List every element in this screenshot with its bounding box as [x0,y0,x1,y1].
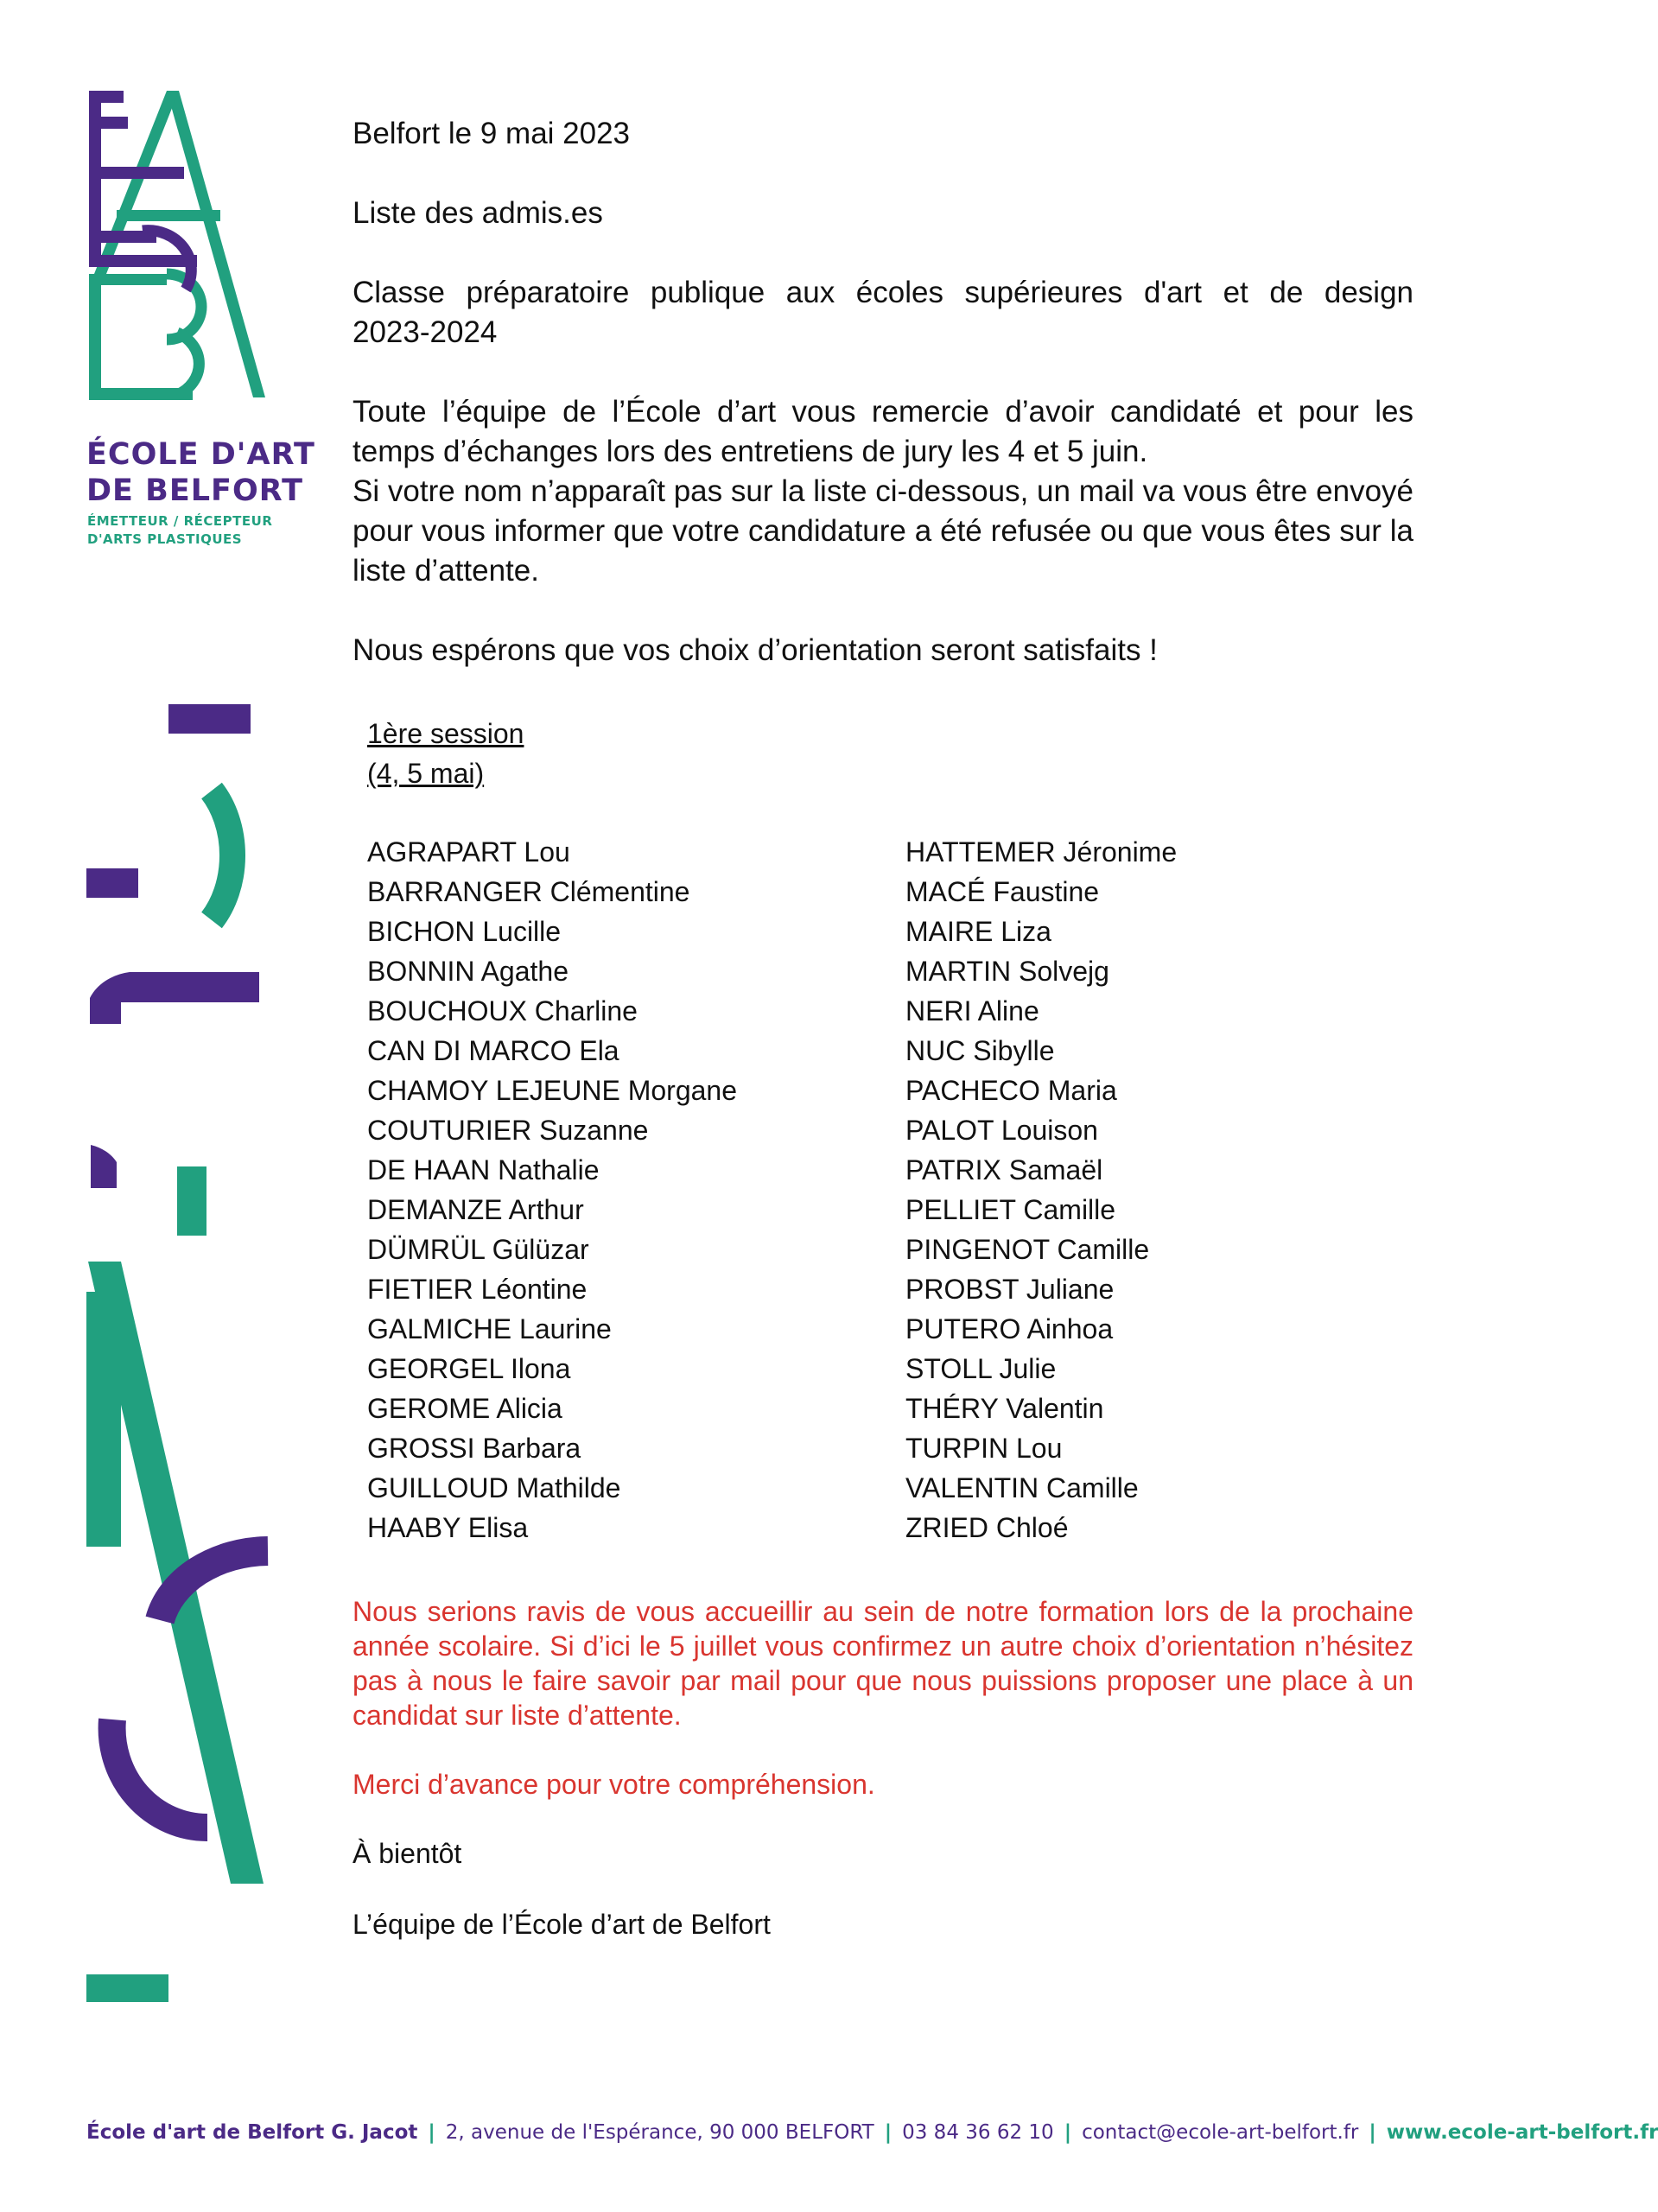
admitted-list-right [905,832,1177,1548]
thanks-paragraph: Toute l’équipe de l’École d’art vous remercie d’avoir candidaté et pour les temps d’échanges lors des entretiens de jury les 4 et 5 juin. [353,395,1413,468]
admitted-name: NUC Sibylle [905,1035,1055,1066]
admitted-name: HATTEMER Jéronime [905,836,1178,868]
admitted-name: BONNIN Agathe [367,956,569,987]
admitted-name: PALOT Louison [905,1115,1098,1146]
school-tagline-line1: ÉMETTEUR / RÉCEPTEUR [87,513,273,529]
footer-address: 2, avenue de l'Espérance, 90 000 BELFORT [445,2121,874,2144]
school-name [86,436,315,509]
admitted-name: CHAMOY LEJEUNE Morgane [367,1075,737,1106]
class-title-line1: Classe préparatoire publique aux écoles supérieures d'art et de design [353,276,1413,309]
admitted-name: STOLL Julie [905,1353,1057,1384]
admitted-name: FIETIER Léontine [367,1274,588,1305]
footer-email[interactable]: contact@ecole-art-belfort.fr [1082,2121,1359,2144]
admitted-name: VALENTIN Camille [905,1472,1139,1503]
class-title [353,273,1413,353]
letter-date: Belfort le 9 mai 2023 [353,117,631,150]
closing-line: À bientôt [353,1838,462,1869]
footer-org: École d'art de Belfort G. Jacot [86,2121,418,2144]
admitted-name: GEROME Alicia [367,1393,562,1424]
admitted-name: PELLIET Camille [905,1194,1116,1225]
admitted-name: GALMICHE Laurine [367,1313,612,1344]
session-dates: (4, 5 mai) [367,758,485,789]
info-paragraph: Si votre nom n’apparaît pas sur la liste ci-dessous, un mail va vous être envoyé pour vous informer que votre candidature a été refusée ou que vous êtes sur la liste d’attente. [353,474,1413,588]
footer-phone: 03 84 36 62 10 [902,2121,1054,2144]
admitted-name: BOUCHOUX Charline [367,995,638,1027]
admitted-name: CAN DI MARCO Ela [367,1035,619,1066]
admitted-name: COUTURIER Suzanne [367,1115,649,1146]
footer-separator: | [1369,2121,1376,2144]
admitted-name: MAIRE Liza [905,916,1051,947]
signature-line: L’équipe de l’École d’art de Belfort [353,1909,771,1940]
class-title-line2: 2023-2024 [353,315,498,349]
admitted-name: PATRIX Samaël [905,1154,1103,1185]
admitted-name: PACHECO Maria [905,1075,1117,1106]
eaba-logo-icon [82,91,272,402]
admitted-name: BICHON Lucille [367,916,562,947]
admitted-name: MACÉ Faustine [905,876,1100,907]
admitted-name: BARRANGER Clémentine [367,876,690,907]
footer-separator: | [884,2121,893,2144]
footer [86,2121,1658,2144]
admitted-name: AGRAPART Lou [367,836,570,868]
admitted-name: PINGENOT Camille [905,1234,1150,1265]
school-name-line2: DE BELFORT [86,474,303,508]
admitted-name: DE HAAN Nathalie [367,1154,600,1185]
admitted-name: DEMANZE Arthur [367,1194,584,1225]
admitted-name: DÜMRÜL Gülüzar [367,1234,589,1265]
intro-paragraph [353,392,1413,591]
admitted-name: THÉRY Valentin [905,1393,1104,1424]
admitted-name: MARTIN Solvejg [905,956,1109,987]
admitted-name: PROBST Juliane [905,1274,1115,1305]
session-label: 1ère session [367,718,524,749]
admitted-list-left [367,832,737,1548]
school-tagline-line2: D'ARTS PLASTIQUES [87,531,243,547]
admitted-name: ZRIED Chloé [905,1512,1069,1543]
footer-website[interactable]: www.ecole-art-belfort.fr [1386,2121,1658,2144]
school-tagline [87,512,272,549]
admitted-name: GUILLOUD Mathilde [367,1472,621,1503]
admitted-name: HAABY Elisa [367,1512,529,1543]
decorative-shapes-icon [78,704,276,2026]
wish-paragraph: Nous espérons que vos choix d’orientation seront satisfaits ! [353,633,1158,667]
admitted-name: GEORGEL Ilona [367,1353,571,1384]
session-heading [367,714,524,793]
footer-separator: | [1064,2121,1072,2144]
school-name-line1: ÉCOLE D'ART [86,437,315,472]
admitted-name: NERI Aline [905,995,1039,1027]
notice-paragraph: Nous serions ravis de vous accueillir au sein de notre formation lors de la prochaine année scolaire. Si d’ici le 5 juillet vous confirmez un autre choix d’orientation n’hésitez pas à nous le faire savoir par mail pour que nous puissions proposer une place à un candidat sur liste d’attente. [353,1596,1413,1731]
letter-title: Liste des admis.es [353,196,603,230]
admitted-name: PUTERO Ainhoa [905,1313,1114,1344]
footer-separator: | [428,2121,435,2144]
admitted-name: TURPIN Lou [905,1433,1063,1464]
admitted-name: GROSSI Barbara [367,1433,581,1464]
thanks-line: Merci d’avance pour votre compréhension. [353,1769,875,1800]
